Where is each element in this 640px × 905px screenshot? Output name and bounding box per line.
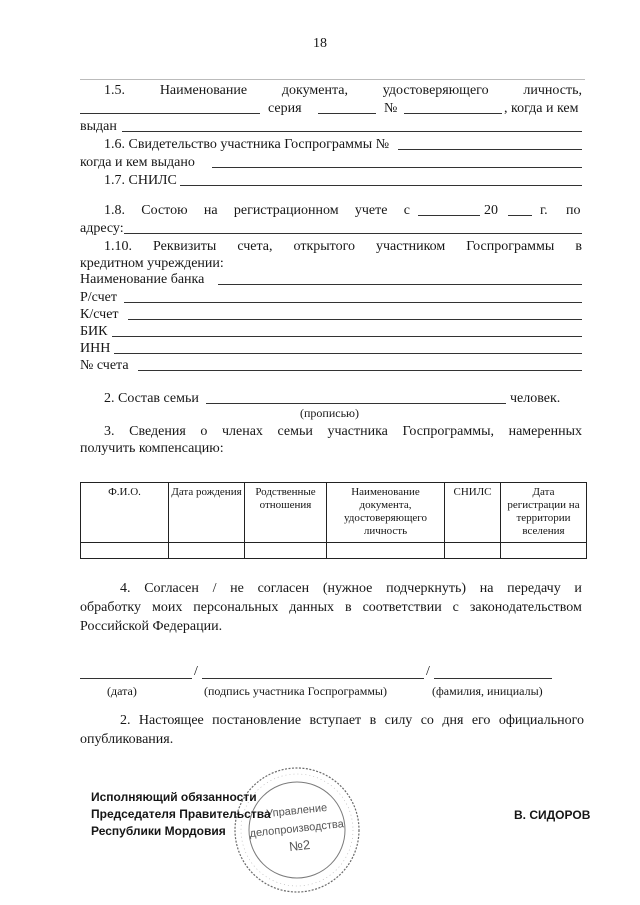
word: членах (221, 424, 263, 439)
word: открытого (293, 239, 355, 254)
word: учете (354, 203, 388, 218)
page-number: 18 (313, 36, 327, 51)
rs-label: Р/счет (80, 290, 117, 305)
year-field[interactable] (508, 215, 532, 216)
word: данных (289, 600, 335, 615)
word: удостоверяющего (382, 83, 489, 98)
table-cell[interactable] (169, 543, 245, 559)
word: 3. (104, 424, 115, 439)
year-suffix: г. (540, 203, 548, 218)
table-row (81, 543, 587, 559)
col-header-snils: СНИЛС (445, 483, 501, 543)
s4-line2 (80, 600, 582, 616)
word: Согласен (144, 581, 199, 596)
number-field[interactable] (404, 113, 502, 114)
word: / (212, 581, 217, 596)
table-cell[interactable] (245, 543, 327, 559)
word: в (575, 239, 582, 254)
word: регистрационном (233, 203, 339, 218)
word: в (369, 713, 377, 728)
col-header-fio: Ф.И.О. (81, 483, 169, 543)
col-header-id-document: Наименование документа, удостоверяющего личность (327, 483, 445, 543)
signature-field[interactable] (202, 678, 424, 679)
word: на (479, 581, 494, 596)
account-field[interactable] (138, 370, 582, 371)
word: 1.5. (104, 83, 125, 98)
word: силу (384, 713, 413, 728)
family-count-field[interactable] (206, 403, 506, 404)
address-label: адресу: (80, 221, 124, 236)
series-field[interactable] (318, 113, 376, 114)
stamp-line2: делопроизводства (249, 818, 345, 840)
table-cell[interactable] (327, 543, 445, 559)
table-cell[interactable] (81, 543, 169, 559)
word: на (203, 203, 218, 218)
word: личность, (523, 83, 582, 98)
word: передачу (507, 581, 561, 596)
s1-5-line1 (104, 83, 582, 99)
word: участником (376, 239, 446, 254)
name-caption: (фамилия, инициалы) (432, 684, 543, 698)
s3-line1 (104, 424, 582, 440)
word: 2. (120, 713, 131, 728)
signature-caption: (подпись участника Госпрограммы) (204, 684, 387, 698)
word: Реквизиты (153, 239, 217, 254)
s3-line2: получить компенсацию: (80, 441, 224, 456)
word: 1.8. (104, 203, 125, 218)
word: с (403, 203, 410, 218)
table-cell[interactable] (501, 543, 587, 559)
word: постановление (212, 713, 302, 728)
top-rule (80, 79, 585, 80)
word: согласен (257, 581, 310, 596)
s1-6-text: 1.6. Свидетельство участника Госпрограммы № (104, 137, 390, 152)
bik-field[interactable] (112, 336, 582, 337)
certificate-number-field[interactable] (398, 149, 582, 150)
s4-line3: Российской Федерации. (80, 619, 223, 634)
word: и (574, 581, 582, 596)
issued-field[interactable] (122, 131, 582, 132)
word: 1.10. (104, 239, 132, 254)
separator-slash: / (194, 664, 198, 679)
s1-8-line1 (104, 203, 410, 219)
word: Сведения (129, 424, 186, 439)
ks-label: К/счет (80, 307, 119, 322)
persons-word: человек. (510, 391, 561, 406)
bank-field[interactable] (218, 284, 582, 285)
separator-slash: / (426, 664, 430, 679)
word: Наименование (159, 83, 248, 98)
stamp-line3: №2 (288, 836, 311, 855)
word: вступает (309, 713, 362, 728)
word: с (452, 600, 459, 615)
doc-name-field[interactable] (80, 113, 260, 114)
series-label: серия (268, 101, 302, 116)
word: Настоящее (138, 713, 204, 728)
word: документа, (281, 83, 348, 98)
signatory-line2: Председателя Правительства (91, 807, 271, 821)
word: подчеркнуть) (386, 581, 467, 596)
family-label: 2. Состав семьи (104, 391, 199, 406)
inn-label: ИНН (80, 341, 111, 356)
issued-label: выдан (80, 119, 117, 134)
word: его (471, 713, 491, 728)
word: Госпрограммы, (402, 424, 494, 439)
final-line2: опубликования. (80, 732, 174, 747)
signatory-title (91, 789, 271, 840)
po-word: по (566, 203, 581, 218)
snils-field[interactable] (180, 185, 582, 186)
word: Госпрограммы (466, 239, 555, 254)
word: со (420, 713, 434, 728)
word: соответствии (362, 600, 442, 615)
word: (нужное (322, 581, 373, 596)
when-issued-label: , когда и кем (504, 101, 579, 116)
word: Состою (141, 203, 188, 218)
year-prefix: 20 (484, 203, 498, 218)
number-sign: № (384, 101, 398, 116)
col-header-birth-date: Дата рождения (169, 483, 245, 543)
family-table (80, 482, 587, 559)
name-initials-field[interactable] (434, 678, 552, 679)
ks-field[interactable] (128, 319, 582, 320)
registration-date-field[interactable] (418, 215, 480, 216)
in-words-hint: (прописью) (300, 406, 360, 420)
word: намеренных (508, 424, 582, 439)
final-line1 (120, 713, 584, 729)
bik-label: БИК (80, 324, 108, 339)
stamp-line1: Управление (265, 801, 328, 821)
col-header-registration-date: Дата регистрации на территории вселения (501, 483, 587, 543)
s1-10-line2: кредитном учреждении: (80, 256, 224, 271)
table-header-row (81, 483, 587, 543)
s4-line1 (120, 581, 582, 597)
word: законодательством (469, 600, 582, 615)
signatory-line3: Республики Мордовия (91, 824, 226, 838)
table-cell[interactable] (445, 543, 501, 559)
word: семьи (277, 424, 313, 439)
word: моих (151, 600, 183, 615)
word: счета, (237, 239, 273, 254)
word: 4. (120, 581, 131, 596)
s1-10-line1 (104, 239, 582, 255)
account-label: № счета (80, 358, 129, 373)
word: в (345, 600, 352, 615)
signatory-line1: Исполняющий обязанности (91, 790, 257, 804)
word: официального (498, 713, 584, 728)
address-field[interactable] (124, 233, 582, 234)
signatory-name: В. СИДОРОВ (514, 808, 591, 822)
date-caption: (дата) (107, 684, 137, 698)
bank-label: Наименование банка (80, 272, 205, 287)
word: обработку (80, 600, 141, 615)
snils-label: 1.7. СНИЛС (104, 173, 177, 188)
word: персональных (193, 600, 279, 615)
word: не (230, 581, 244, 596)
inn-field[interactable] (114, 353, 582, 354)
date-field[interactable] (80, 678, 192, 679)
word: о (200, 424, 208, 439)
col-header-relation: Родственные отношения (245, 483, 327, 543)
word: дня (442, 713, 464, 728)
when-issued-cert-label: когда и кем выдано (80, 155, 195, 170)
cert-issued-field[interactable] (212, 167, 582, 168)
word: участника (327, 424, 388, 439)
rs-field[interactable] (124, 302, 582, 303)
